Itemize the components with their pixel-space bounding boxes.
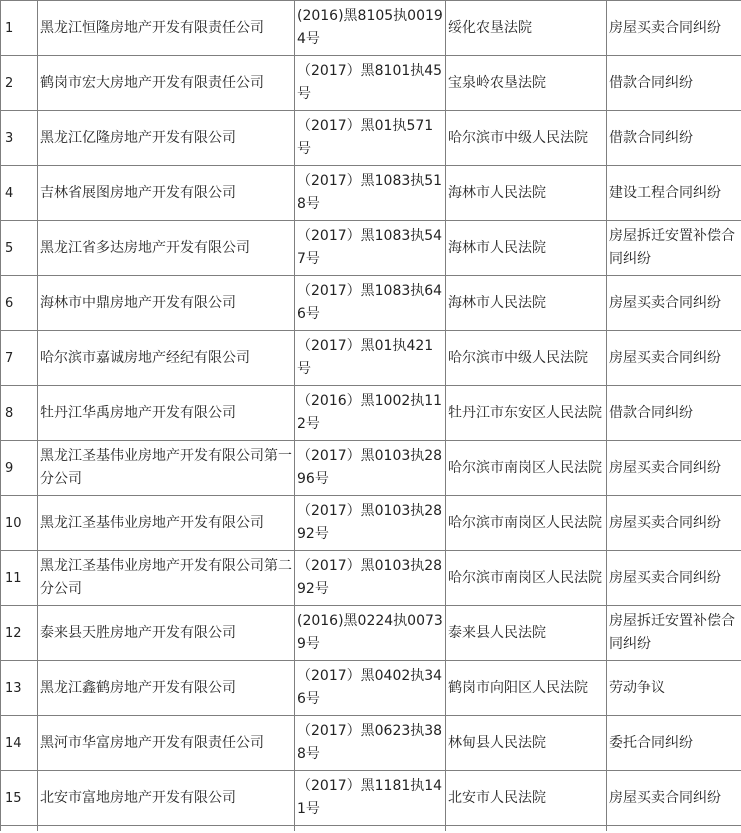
company-name-cell: 哈尔滨市嘉诚房地产经纪有限公司 bbox=[38, 331, 295, 386]
court-name-cell: 海林市人民法院 bbox=[446, 276, 607, 331]
case-number-cell: （2017）黑0103执2892号 bbox=[295, 496, 446, 551]
company-name-cell: 北安市富地房地产开发有限公司 bbox=[38, 771, 295, 826]
dispute-type-cell: 劳动争议 bbox=[607, 661, 741, 716]
row-number: 2 bbox=[1, 56, 38, 111]
table-row bbox=[1, 386, 741, 441]
case-number-cell: （2017）黑1083执646号 bbox=[295, 276, 446, 331]
dispute-type-cell: 委托合同纠纷 bbox=[607, 716, 741, 771]
company-name-cell: 黑龙江圣基伟业房地产开发有限公司第二分公司 bbox=[38, 551, 295, 606]
company-name-cell: 黑龙江圣基伟业房地产开发有限公司 bbox=[38, 496, 295, 551]
company-name-cell: 黑龙江圣基伟业房地产开发有限公司第一分公司 bbox=[38, 441, 295, 496]
court-name-cell: 泰来县人民法院 bbox=[446, 606, 607, 661]
court-name-cell: 哈尔滨市中级人民法院 bbox=[446, 111, 607, 166]
court-name-cell: 鹤岗市向阳区人民法院 bbox=[446, 661, 607, 716]
row-number: 1 bbox=[1, 1, 38, 56]
table-row-partial bbox=[1, 826, 741, 832]
case-number-cell: （2017）黑0103执2896号 bbox=[295, 441, 446, 496]
dispute-type-cell: 房屋买卖合同纠纷 bbox=[607, 551, 741, 606]
company-name-cell: 鹤岗市宏大房地产开发有限责任公司 bbox=[38, 56, 295, 111]
dispute-type-cell: 建设工程合同纠纷 bbox=[607, 166, 741, 221]
row-number: 5 bbox=[1, 221, 38, 276]
company-name-cell: 黑龙江亿隆房地产开发有限公司 bbox=[38, 111, 295, 166]
case-number-cell: （2017）黑8101执45号 bbox=[295, 56, 446, 111]
row-number: 11 bbox=[1, 551, 38, 606]
court-name-cell: 林甸县人民法院 bbox=[446, 716, 607, 771]
case-number-cell: （2017）黑01执571号 bbox=[295, 111, 446, 166]
dispute-type-cell: 借款合同纠纷 bbox=[607, 386, 741, 441]
row-number: 12 bbox=[1, 606, 38, 661]
table-row bbox=[1, 276, 741, 331]
court-name-cell: 海林市人民法院 bbox=[446, 221, 607, 276]
table-row bbox=[1, 441, 741, 496]
dispute-type-cell: 房屋买卖合同纠纷 bbox=[607, 771, 741, 826]
court-name-cell: 牡丹江市东安区人民法院 bbox=[446, 386, 607, 441]
table-row bbox=[1, 496, 741, 551]
row-number: 6 bbox=[1, 276, 38, 331]
table-row bbox=[1, 1, 741, 56]
table-row bbox=[1, 606, 741, 661]
court-name-cell: 北安市人民法院 bbox=[446, 771, 607, 826]
table-row bbox=[1, 331, 741, 386]
dispute-type-cell: 房屋买卖合同纠纷 bbox=[607, 441, 741, 496]
row-number: 14 bbox=[1, 716, 38, 771]
court-name-cell: 哈尔滨市南岗区人民法院 bbox=[446, 441, 607, 496]
court-name-cell: 海林市人民法院 bbox=[446, 166, 607, 221]
dispute-type-cell: 房屋买卖合同纠纷 bbox=[607, 1, 741, 56]
case-number-cell: （2016）黑1002执112号 bbox=[295, 386, 446, 441]
company-name-cell: 黑龙江恒隆房地产开发有限责任公司 bbox=[38, 1, 295, 56]
empty-cell bbox=[295, 826, 446, 832]
empty-cell bbox=[38, 826, 295, 832]
row-number: 4 bbox=[1, 166, 38, 221]
case-number-cell: （2017）黑1083执547号 bbox=[295, 221, 446, 276]
row-number: 8 bbox=[1, 386, 38, 441]
case-number-cell: （2017）黑01执421号 bbox=[295, 331, 446, 386]
table-row bbox=[1, 111, 741, 166]
case-number-cell: （2017）黑1181执141号 bbox=[295, 771, 446, 826]
court-name-cell: 绥化农垦法院 bbox=[446, 1, 607, 56]
dispute-type-cell: 借款合同纠纷 bbox=[607, 111, 741, 166]
row-number: 13 bbox=[1, 661, 38, 716]
table-row bbox=[1, 771, 741, 826]
company-name-cell: 泰来县天胜房地产开发有限公司 bbox=[38, 606, 295, 661]
case-number-cell: (2016)黑8105执00194号 bbox=[295, 1, 446, 56]
row-number: 9 bbox=[1, 441, 38, 496]
dispute-type-cell: 房屋拆迁安置补偿合同纠纷 bbox=[607, 606, 741, 661]
row-number: 3 bbox=[1, 111, 38, 166]
empty-cell bbox=[446, 826, 607, 832]
case-number-cell: （2017）黑1083执518号 bbox=[295, 166, 446, 221]
court-name-cell: 哈尔滨市南岗区人民法院 bbox=[446, 496, 607, 551]
court-name-cell: 宝泉岭农垦法院 bbox=[446, 56, 607, 111]
court-name-cell: 哈尔滨市中级人民法院 bbox=[446, 331, 607, 386]
company-name-cell: 黑龙江省多达房地产开发有限公司 bbox=[38, 221, 295, 276]
company-name-cell: 黑河市华富房地产开发有限责任公司 bbox=[38, 716, 295, 771]
company-name-cell: 黑龙江鑫鹤房地产开发有限公司 bbox=[38, 661, 295, 716]
row-number: 7 bbox=[1, 331, 38, 386]
case-number-cell: （2017）黑0402执346号 bbox=[295, 661, 446, 716]
dispute-type-cell: 房屋拆迁安置补偿合同纠纷 bbox=[607, 221, 741, 276]
table-row bbox=[1, 166, 741, 221]
case-number-cell: （2017）黑0103执2892号 bbox=[295, 551, 446, 606]
company-name-cell: 牡丹江华禹房地产开发有限公司 bbox=[38, 386, 295, 441]
table-row bbox=[1, 661, 741, 716]
dispute-type-cell: 借款合同纠纷 bbox=[607, 56, 741, 111]
case-number-cell: （2017）黑0623执388号 bbox=[295, 716, 446, 771]
row-number: 10 bbox=[1, 496, 38, 551]
dispute-type-cell: 房屋买卖合同纠纷 bbox=[607, 331, 741, 386]
dispute-type-cell: 房屋买卖合同纠纷 bbox=[607, 276, 741, 331]
table-row bbox=[1, 716, 741, 771]
empty-cell bbox=[607, 826, 741, 832]
empty-cell bbox=[1, 826, 38, 832]
court-name-cell: 哈尔滨市南岗区人民法院 bbox=[446, 551, 607, 606]
table-row bbox=[1, 221, 741, 276]
company-name-cell: 海林市中鼎房地产开发有限公司 bbox=[38, 276, 295, 331]
dispute-type-cell: 房屋买卖合同纠纷 bbox=[607, 496, 741, 551]
row-number: 15 bbox=[1, 771, 38, 826]
table-row bbox=[1, 56, 741, 111]
company-name-cell: 吉林省展图房地产开发有限公司 bbox=[38, 166, 295, 221]
case-number-cell: (2016)黑0224执00739号 bbox=[295, 606, 446, 661]
table-body bbox=[1, 1, 741, 832]
table-row bbox=[1, 551, 741, 606]
